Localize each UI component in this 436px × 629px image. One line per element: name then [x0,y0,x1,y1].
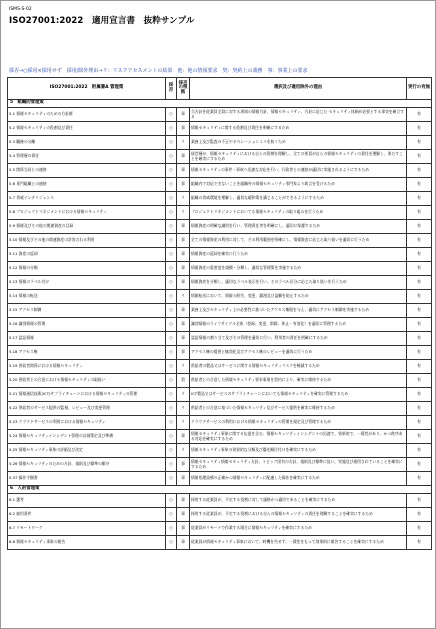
adopt-mark-cell: ○ [166,508,177,522]
adopt-mark-cell: ○ [166,136,177,150]
adopt-mark-cell: ○ [166,220,177,234]
adopt-mark-cell: ○ [166,276,177,290]
header-implemented: 実行の有無 [407,78,432,100]
reason-cell: 業務上及びセキュリティ上の必要性に基づいたアクセス権限を与え、適切にアクセス制御を実施するため [190,304,407,318]
table-row [8,262,432,276]
control-name-cell: 5.26 情報セキュリティのための方針、規則及び標準の順守 [8,458,166,472]
reason-cell: 情報資産の返却を確実に行うため [190,248,407,262]
implemented-cell: 有 [407,360,432,374]
reason-cell: ICT製品又はサービスのサプライチェーンにおいても情報セキュリティを確実に管理するため [190,388,407,402]
adopt-mark-cell: ○ [166,290,177,304]
basis-cell: 事 [177,536,190,550]
control-name-cell: 5.5 関係当局との連絡 [8,164,166,178]
table-row [8,494,432,508]
basis-cell: リ [177,360,190,374]
basis-cell: 事 [177,472,190,486]
reason-cell: 従業員が情報セキュリティ事象において、時機を失せず、一貫性をもって効果的に報告することを確実にするため [190,536,407,550]
section-label: 5 組織的管理策 [8,100,432,108]
adopt-mark-cell: ○ [166,444,177,458]
table-row [8,416,432,430]
adopt-mark-cell: ○ [166,164,177,178]
reason-cell: プロジェクトマネジメントにおいても情報セキュリティの取り組みを行うため [190,206,407,220]
control-name-cell: 5.24 情報セキュリティインシデント管理の計画策定及び準備 [8,430,166,444]
reason-cell: 識別情報のライフサイクル全体（登録、変更、削除、休止・有効化）を適切に管理するため [190,318,407,332]
implemented-cell: 有 [407,458,432,472]
control-name-cell: 5.6 専門組織との連絡 [8,178,166,192]
implemented-cell: 有 [407,304,432,318]
table-row [8,508,432,522]
control-name-cell: 5.19 供給者関係における情報セキュリティ [8,360,166,374]
adopt-mark-cell: ○ [166,430,177,444]
reason-cell: 供給者との合意した情報セキュリティ要求事項を契約により、確実に維持するため [190,374,407,388]
header-control: ISO27001:2022 附属書A 管理策 [8,78,166,100]
table-row [8,522,432,536]
adopt-mark-cell: ○ [166,458,177,472]
basis-cell: 事 [177,150,190,164]
control-name-cell: 5.21 情報通信技術(ICT)サプライチェーンにおける情報セキュリティの管理 [8,388,166,402]
table-row [8,458,432,472]
control-name-cell: 5.2 情報セキュリティの役割及び責任 [8,122,166,136]
table-row [8,178,432,192]
implemented-cell: 有 [407,262,432,276]
adopt-mark-cell: ○ [166,522,177,536]
table-row [8,206,432,220]
table-row [8,360,432,374]
adopt-mark-cell: ○ [166,360,177,374]
header-reason: 選択及び適用除外の理由 [190,78,407,100]
table-row [8,402,432,416]
implemented-cell: 有 [407,444,432,458]
basis-cell: リ [177,444,190,458]
reason-cell: 情報資産の重要度を規模・分類し、適切な管理策を実施するため [190,262,407,276]
section-row [8,100,432,108]
implemented-cell: 有 [407,472,432,486]
reason-cell: 情報セキュリティ情報セキュリティ方針、トピック固有の方針、規則及び標準に従い、実施及び運用されていることを確実にするため [190,458,407,472]
adopt-mark-cell: ○ [166,388,177,402]
implemented-cell: 有 [407,494,432,508]
table-row [8,192,432,206]
basis-cell: 事 [177,234,190,248]
adopt-mark-cell: ○ [166,262,177,276]
document-code: ISMS-S-02 [9,7,32,12]
reason-cell: アクセス権の提供と無効化及びアクセス権のレビューを適切に行うため [190,346,407,360]
control-name-cell: 6.8 情報セキュリティ事象の報告 [8,536,166,550]
reason-cell: 採用する従業員が、予定する役割における自らの情報セキュリティの責任を理解することを確実にするため [190,508,407,522]
basis-cell: 事 [177,164,190,178]
control-name-cell: 5.1 情報セキュリティのための方針群 [8,108,166,122]
table-row [8,318,432,332]
adopt-mark-cell: ○ [166,416,177,430]
control-name-cell: 5.14 情報の転送 [8,290,166,304]
reason-cell: 情報セキュリティ事象に関する伝達を含む、情報セキュリティインシデントの迅速で、効果的で、一貫性があり、かつ秩序ある対応を確実にするため [190,430,407,444]
adopt-mark-cell: ○ [166,536,177,550]
table-row [8,290,432,304]
implemented-cell: 有 [407,416,432,430]
implemented-cell: 有 [407,206,432,220]
implemented-cell: 有 [407,388,432,402]
control-name-cell: 5.22 供給者のサービス提供の監視、レビュー及び変更管理 [8,402,166,416]
control-name-cell: 6.2 雇用条件 [8,508,166,522]
table-row [8,276,432,290]
section-label: 6 人的管理策 [8,486,432,494]
reason-cell: 供給者の製品又はサービスに関する情報セキュリティリスクを軽減するため [190,360,407,374]
control-name-cell: 5.16 識別情報の管理 [8,318,166,332]
table-row [8,472,432,486]
control-name-cell: 5.9 情報及びその他の関連資産の目録 [8,220,166,234]
adopt-mark-cell: ○ [166,304,177,318]
adopt-mark-cell: ○ [166,346,177,360]
implemented-cell: 有 [407,508,432,522]
adopt-mark-cell: ○ [166,248,177,262]
basis-cell: リ [177,136,190,150]
basis-cell: リ [177,192,190,206]
control-name-cell: 5.18 アクセス権 [8,346,166,360]
basis-cell: 事 [177,522,190,536]
control-name-cell: 5.37 操作手順書 [8,472,166,486]
basis-cell: リ [177,402,190,416]
control-name-cell: 5.20 供給者との合意における情報セキュリティの取扱い [8,374,166,388]
basis-cell: 事 [177,318,190,332]
reason-cell: 情報転送において、情報の紛失、変更、漏洩及び盗難を防止するため [190,290,407,304]
adopt-mark-cell: ○ [166,494,177,508]
implemented-cell: 有 [407,248,432,262]
implemented-cell: 有 [407,164,432,178]
basis-cell: リ [177,206,190,220]
legend-note: 採否→○採用×採用せず 採用/除外理由→リ：リスクアセスメントの結果 他：他の情報要求 契：契約上の義務 事：事業上の要求 [9,68,308,74]
implemented-cell: 有 [407,318,432,332]
basis-cell: 事 [177,494,190,508]
table-row [8,220,432,234]
basis-cell: 事 [177,508,190,522]
reason-cell: 組織内で対応できないことを組織外の情報セキュリティ専門家より助言を受けるため [190,178,407,192]
basis-cell: 事 [177,276,190,290]
control-name-cell: 5.23 クラウドサービスの利用における情報セキュリティ [8,416,166,430]
basis-cell: 事 [177,430,190,444]
implemented-cell: 有 [407,122,432,136]
basis-cell: リ [177,290,190,304]
basis-cell: 事 [177,332,190,346]
implemented-cell: 有 [407,192,432,206]
table-header-row [8,78,432,100]
table-row [8,108,432,122]
control-name-cell: 6.1 選考 [8,494,166,508]
implemented-cell: 有 [407,402,432,416]
control-name-cell: 5.12 情報の分類 [8,262,166,276]
adopt-mark-cell: ○ [166,122,177,136]
adopt-mark-cell: ○ [166,374,177,388]
implemented-cell: 有 [407,536,432,550]
reason-cell: 情報セキュリティの事件・事故へ迅速な対応を行い、行政等との連絡が適切に実施されるようにするため [190,164,407,178]
basis-cell: 事 [177,178,190,192]
adopt-mark-cell: ○ [166,108,177,122]
table-row [8,430,432,444]
reason-cell: 認証情報の割り当て及びその管理を適切に行い、利用者の責任を明確にするため [190,332,407,346]
implemented-cell: 有 [407,276,432,290]
table-row [8,346,432,360]
reason-cell: 組織の脅威環境を理解し、適切な緩和策を講じることができるようにするため [190,192,407,206]
reason-cell: 当方針を従業員全員に対する周知の情報方針、情報セキュリティ、方針に応じた セキュリティ体制が必要とする事実を確立する [190,108,407,122]
table-body [8,100,432,550]
implemented-cell: 有 [407,220,432,234]
header-adopt: 採否 [166,78,177,100]
implemented-cell: 有 [407,150,432,164]
reason-cell: 全ての情報資産の利用に対して、その利用範囲を明確にし、情報資産に応じた取り扱いを適切に行うため [190,234,407,248]
implemented-cell: 有 [407,234,432,248]
implemented-cell: 有 [407,332,432,346]
adopt-mark-cell: ○ [166,332,177,346]
basis-cell: 事 [177,346,190,360]
table-row [8,164,432,178]
table-row [8,374,432,388]
table-row [8,304,432,318]
table-row [8,332,432,346]
document-title: ISO27001:2022 適用宣言書 抜粋サンプル [9,16,195,26]
implemented-cell: 有 [407,108,432,122]
table-row [8,388,432,402]
reason-cell: 採用する従業員が、予定する役割に対して適格かつ適切であることを確実にするため [190,494,407,508]
reason-cell: 経営層が、情報セキュリティにおける自らの役割を理解し、全ての要員が自らの情報セキュリティの責任を理解し、果たすことを確実にするため [190,150,407,164]
adopt-mark-cell: ○ [166,206,177,220]
implemented-cell: 有 [407,346,432,360]
header-basis: 採否の根拠 [177,78,190,100]
reason-cell: 業務上及び監査の不正やオペレーションミスを防ぐため [190,136,407,150]
adopt-mark-cell: ○ [166,178,177,192]
basis-cell: 事 [177,248,190,262]
table-row [8,136,432,150]
adopt-mark-cell: ○ [166,318,177,332]
implemented-cell: 有 [407,374,432,388]
table-row [8,444,432,458]
reason-cell: 情報処理設備の正確かつ情報セキュリティに配慮した操作を確実にするため [190,472,407,486]
basis-cell: リ [177,416,190,430]
table-row [8,536,432,550]
control-name-cell: 5.25 情報セキュリティ事象の評価及び決定 [8,444,166,458]
control-name-cell: 5.4 管理層の責任 [8,150,166,164]
basis-cell: 事 [177,108,190,122]
reason-cell: クラウドサービスの利用における情報セキュリティの管理を規定及び管理するため [190,416,407,430]
adopt-mark-cell: ○ [166,472,177,486]
table-row [8,234,432,248]
adopt-mark-cell: ○ [166,192,177,206]
table-row [8,150,432,164]
adopt-mark-cell: ○ [166,150,177,164]
section-row [8,486,432,494]
controls-table [7,77,432,550]
control-name-cell: 5.7 脅威インテリジェンス [8,192,166,206]
reason-cell: 供給者との合意に基づいた情報セキュリティ及びサービス提供を確実に維持するため [190,402,407,416]
implemented-cell: 有 [407,522,432,536]
control-name-cell: 5.15 アクセス制御 [8,304,166,318]
reason-cell: 情報資産を分類し、適切なラベル表示を行い、そのラベル区分に応じた取り扱いを行うため [190,276,407,290]
reason-cell: 従業員がリモートで作業する場合に情報セキュリティを確実にするため [190,522,407,536]
control-name-cell: 5.8 プロジェクトマネジメントにおける情報セキュリティ [8,206,166,220]
basis-cell: リ [177,388,190,402]
basis-cell: 事 [177,304,190,318]
control-name-cell: 5.17 認証情報 [8,332,166,346]
reason-cell: 情報セキュリティに関する役割及び責任を明確にするため [190,122,407,136]
implemented-cell: 有 [407,178,432,192]
reason-cell: 情報セキュリティ事象の効果的な分類及び優先順位付けを確実にするため [190,444,407,458]
adopt-mark-cell: ○ [166,234,177,248]
reason-cell: 情報資産の明確な識別を行い、管理責任者を明確にし、適切に保護するため [190,220,407,234]
control-name-cell: 5.3 職務の分離 [8,136,166,150]
control-name-cell: 5.11 資産の返却 [8,248,166,262]
basis-cell: 事 [177,220,190,234]
implemented-cell: 有 [407,136,432,150]
implemented-cell: 有 [407,290,432,304]
table-row [8,248,432,262]
control-name-cell: 5.10 情報及びその他の関連資産の許容される利用 [8,234,166,248]
control-name-cell: 5.13 情報のラベル付け [8,276,166,290]
implemented-cell: 有 [407,430,432,444]
basis-cell: 契 [177,374,190,388]
table-row [8,122,432,136]
basis-cell: 事 [177,262,190,276]
basis-cell: 事 [177,122,190,136]
control-name-cell: 6.7 リモートワーク [8,522,166,536]
adopt-mark-cell: ○ [166,402,177,416]
basis-cell: 事 [177,458,190,472]
